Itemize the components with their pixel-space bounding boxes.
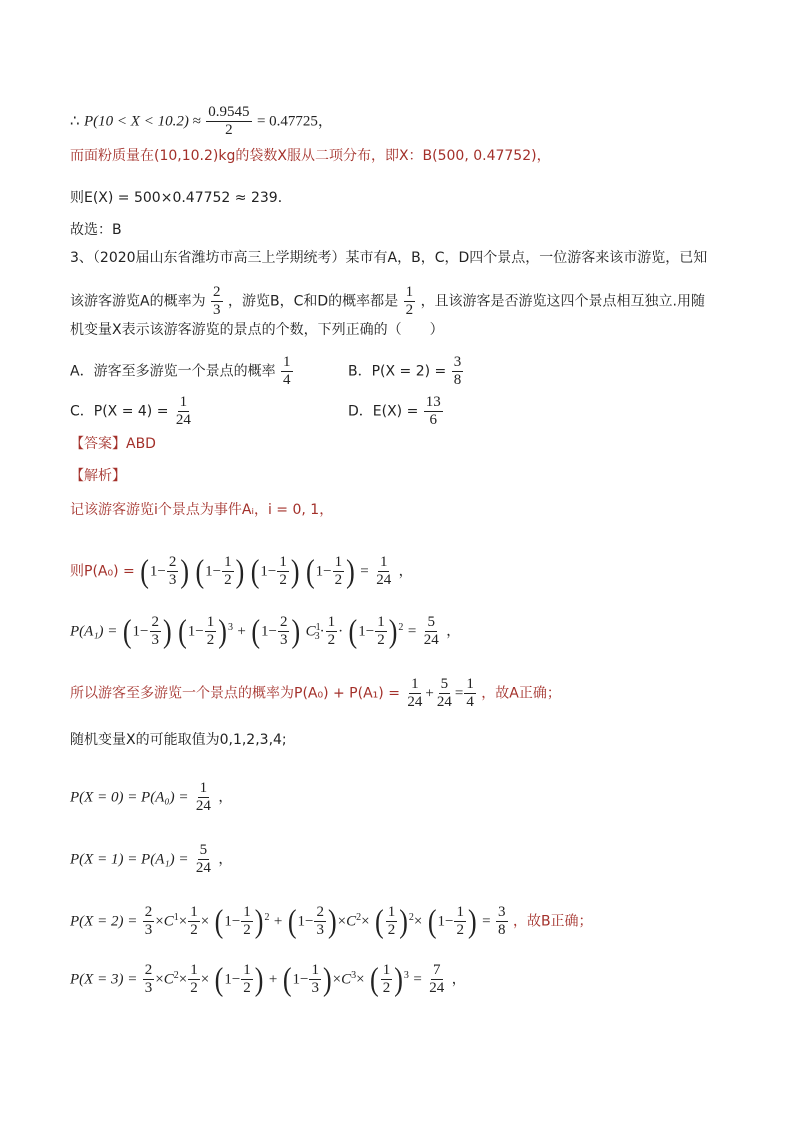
probability-rhs: = 0.47725， <box>256 113 333 130</box>
at-most-one-conclusion: 所以游客至多游览一个景点的概率为P(A₀) + P(A₁) = $\frac{1}{24}$ + $\frac{5}{24}$ = $\frac{1}{4}$ ，故A正确； <box>70 676 561 710</box>
binomial-statement: 而面粉质量在(10,10.2)kg的袋数X服从二项分布，即X：B(500, 0.47752)， <box>70 148 551 164</box>
option-a: A．游客至多游览一个景点的概率 $\frac{1}{4}$ <box>70 354 291 388</box>
p-a0-equation: 则P(A₀) = (1− $\frac{2}{3}$ ) (1− $\frac{1}{2}$ ) (1− $\frac{1}{2}$ ) (1− $\frac{1}{2}$ ) = $\frac{1}{24}$ ， <box>70 552 413 589</box>
analysis-label: 【解析】 <box>70 468 126 484</box>
expectation-line: 则E(X) = 500×0.47752 ≈ 239． <box>70 190 292 206</box>
question-3-line-3: 机变量X表示该游客游览的景点的个数，下列正确的（ ） <box>70 322 444 338</box>
question-3-line-2: 该游客游览A的概率为 $\frac{2}{3}$ ，游览B，C和D的概率都是 $\frac{1}{2}$ ，且该游客是否游览这四个景点相互独立.用随 <box>70 284 706 318</box>
event-definition: 记该游客游览i个景点为事件Aᵢ，i = 0, 1， <box>70 502 334 518</box>
fraction: $\frac{0.9545}{2}$ <box>208 104 250 138</box>
option-b: B．P(X = 2) = $\frac{3}{8}$ <box>348 354 462 388</box>
choice-line: 故选：B <box>70 222 122 238</box>
fraction: $\frac{1}{2}$ <box>405 284 414 318</box>
possible-values: 随机变量X的可能取值为0,1,2,3,4; <box>70 732 287 748</box>
p-x3-equation: P(X = 3) = $\frac{2}{3}$ $\times C^2\times$ $\frac{1}{2}$ × (1− $\frac{1}{2}$ ) + (1− $\frac{1}{3}$ )$\times C^3\times$ ( $\frac{1}{2}$ )$^3$ = $\frac{7}{24}$ ， <box>70 960 466 997</box>
p-x2-equation: P(X = 2) = $\frac{2}{3}$ $\times C^1\times$ $\frac{1}{2}$ × (1− $\frac{1}{2}$ )$^2$ + (1− $\frac{2}{3}$ )$\times C^2\times$ ( $\frac{1}{2}$ )$^2$× (1− $\frac{1}{2}$ ) = $\frac{3}{8}$ ，故B正确； <box>70 902 593 939</box>
answer-label: 【答案】ABD <box>70 436 156 452</box>
p-a1-equation: P(A₁) = (1− $\frac{2}{3}$ ) (1− $\frac{1}{2}$ )$^3$ + (1− $\frac{2}{3}$ ) $C^1_3\cdot$ $\frac{1}{2}$ · (1− $\frac{1}{2}$ )$^2$ = $\frac{5}{24}$ ， <box>70 612 461 649</box>
option-d: D．E(X) = $\frac{13}{6}$ <box>348 394 441 428</box>
fraction: $\frac{2}{3}$ <box>213 284 221 318</box>
option-c: C．P(X = 4) = $\frac{1}{24}$ <box>70 394 191 428</box>
therefore-symbol: ∴ <box>70 113 80 130</box>
question-3-line-1: 3、（2020届山东省潍坊市高三上学期统考）某市有A，B，C，D四个景点，一位游客来该市游览，已知 <box>70 250 708 266</box>
p-x0-equation: P(X = 0) = P(A₀) = $\frac{1}{24}$ ， <box>70 780 233 814</box>
p-x1-equation: P(X = 1) = P(A₁) = $\frac{5}{24}$ ， <box>70 842 233 876</box>
probability-line <box>70 104 333 139</box>
probability-lhs: P(10 < X < 10.2) ≈ <box>84 113 201 130</box>
